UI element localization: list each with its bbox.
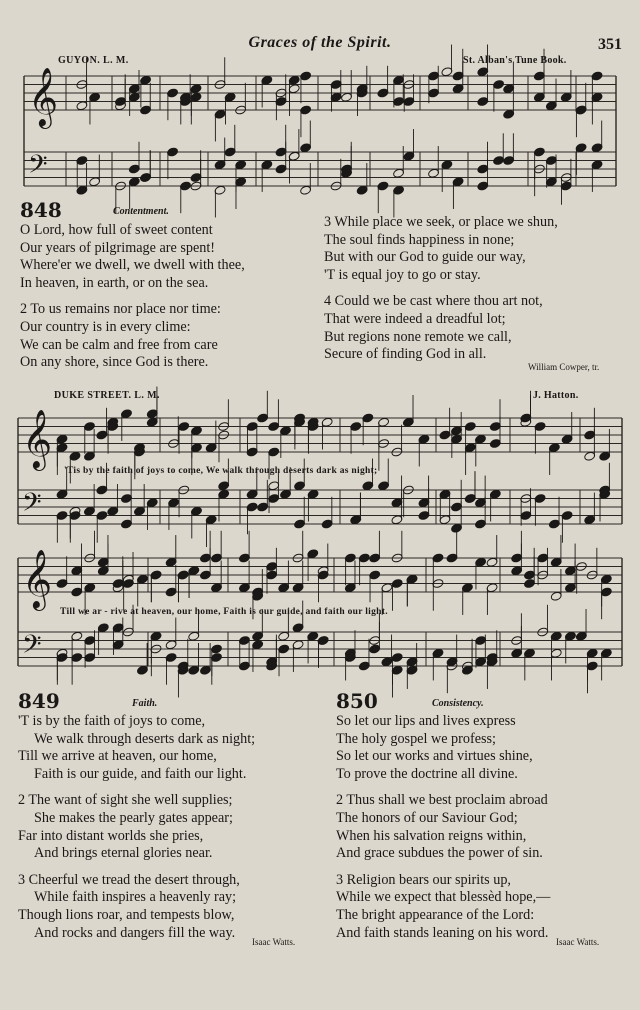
verse-line: So let our lips and lives express — [336, 713, 516, 729]
verse-line: Far into distant worlds she pries, — [18, 827, 204, 844]
page-number: 351 — [598, 36, 622, 53]
verse-line: But with our God to guide our way, — [324, 249, 526, 266]
tune-name-guyon: GUYON. L. M. — [58, 55, 129, 66]
verse-line — [336, 863, 550, 872]
hymn-849-author: Isaac Watts. — [252, 937, 296, 947]
svg-text:𝄞: 𝄞 — [22, 550, 53, 609]
verse-line: But regions none remote we call, — [324, 328, 512, 345]
verse-line: 3 While place we seek, or place we shun, — [324, 214, 558, 230]
hymn-number-850: 850 — [336, 689, 378, 713]
verse-line: 4 Could we be cast where thou art not, — [324, 293, 543, 310]
verse-line: 3 Cheerful we tread the desert through, — [18, 871, 240, 888]
hymn-subject-848: Contentment. — [113, 206, 169, 217]
hymn-848-author: William Cowper, tr. — [528, 362, 600, 372]
verse-line: 'T is equal joy to go or stay. — [324, 266, 481, 283]
hymn-number-849: 849 — [18, 689, 60, 713]
verse-line: In heaven, in earth, or on the sea. — [20, 274, 209, 291]
verse-line: The honors of our Saviour God; — [336, 809, 518, 826]
tune-lyrics-line-1: 'Tis by the faith of joys to come, We walk through deserts dark as night; — [64, 466, 378, 476]
svg-text:𝄢: 𝄢 — [22, 488, 42, 524]
tune-source-guyon: St. Alban's Tune Book. — [463, 55, 567, 66]
verse-line: Faith is our guide, and faith our light. — [34, 765, 247, 782]
verse-line: The holy gospel we profess; — [336, 730, 496, 747]
verse-line: That were indeed a dreadful lot; — [324, 310, 506, 327]
verse-line: 2 Thus shall we best proclaim abroad — [336, 792, 548, 809]
verse-line — [336, 783, 550, 792]
verse-line: So let our works and virtues shine, — [336, 748, 533, 765]
hymn-number-848: 848 — [20, 198, 62, 222]
tune-lyrics-line-2: Till we ar - rive at heaven, our home, Faith is our guide, and faith our light. — [60, 607, 388, 617]
verse-line — [18, 783, 255, 792]
verse-line: On any shore, since God is there. — [20, 354, 209, 371]
verse-line: We can be calm and free from care — [20, 336, 218, 353]
svg-text:𝄞: 𝄞 — [28, 68, 59, 127]
verse-line: O Lord, how full of sweet content — [20, 222, 213, 238]
tune-name-duke-street: DUKE STREET. L. M. — [54, 390, 160, 401]
verse-line: Though lions roar, and tempests blow, — [18, 906, 235, 923]
verse-line: She makes the pearly gates appear; — [34, 809, 233, 826]
verse-line: Our years of pilgrimage are spent! — [20, 239, 216, 256]
section-title: Graces of the Spirit. — [248, 34, 392, 51]
hymn-subject-849: Faith. — [132, 698, 158, 709]
verse-line: To prove the doctrine all divine. — [336, 765, 518, 782]
svg-text:𝄢: 𝄢 — [22, 630, 42, 666]
verse-line: While faith inspires a heavenly ray; — [34, 889, 237, 906]
svg-text:𝄢: 𝄢 — [28, 150, 48, 186]
verse-line: And brings eternal glories near. — [34, 845, 213, 862]
hymn-849-text — [18, 713, 255, 942]
verse-line: The soul finds happiness in none; — [324, 231, 515, 248]
verse-line: When his salvation reigns within, — [336, 827, 527, 844]
verse-line: 2 The want of sight she well supplies; — [18, 792, 233, 809]
verse-line: And faith stands leaning on his word. — [336, 924, 549, 941]
hymn-850-author: Isaac Watts. — [556, 937, 600, 947]
verse-line: And grace subdues the power of sin. — [336, 845, 543, 862]
hymn-850-text — [336, 713, 550, 942]
verse-line: While we expect that blessèd hope,— — [336, 889, 551, 906]
verse-line: And rocks and dangers fill the way. — [34, 924, 236, 941]
verse-line: Where'er we dwell, we dwell with thee, — [20, 257, 245, 274]
verse-line: Till we arrive at heaven, our home, — [18, 748, 217, 765]
svg-text:𝄞: 𝄞 — [22, 410, 53, 469]
verse-line: Our country is in every clime: — [20, 318, 191, 335]
verse-line: 2 To us remains nor place nor time: — [20, 301, 221, 318]
verse-line: 3 Religion bears our spirits up, — [336, 871, 511, 888]
tune-source-duke-street: J. Hatton. — [533, 390, 579, 401]
verse-line: The bright appearance of the Lord: — [336, 906, 535, 923]
verse-line — [18, 863, 255, 872]
hymn-subject-850: Consistency. — [432, 698, 484, 709]
verse-line: Secure of finding God in all. — [324, 346, 487, 363]
verse-line: 'T is by the faith of joys to come, — [18, 713, 206, 729]
verse-line: We walk through deserts dark as night; — [34, 730, 256, 747]
